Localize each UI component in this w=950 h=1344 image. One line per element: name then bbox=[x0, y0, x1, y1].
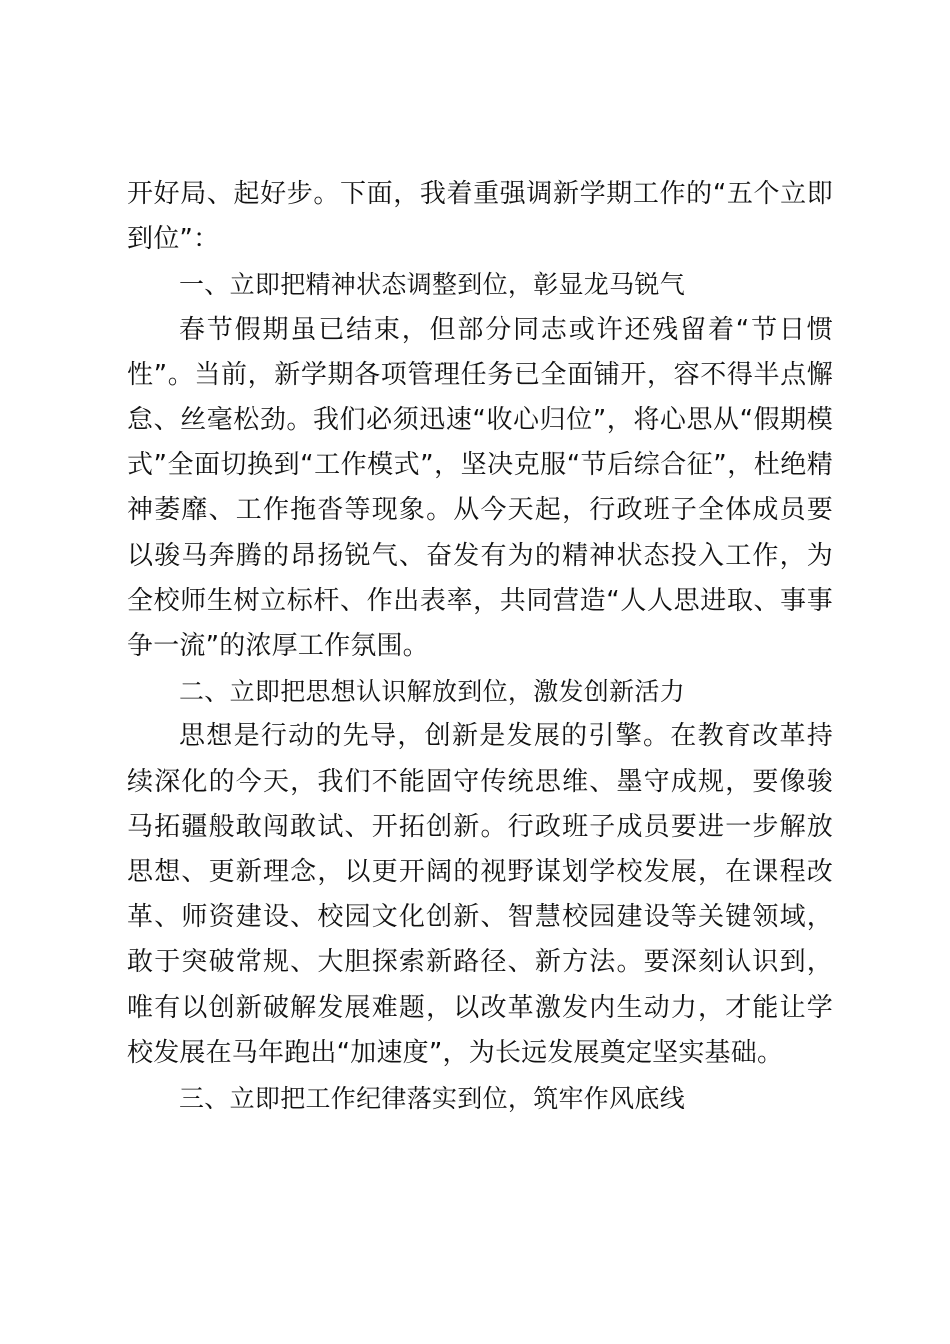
paragraph-intro: 开好局、起好步。下面，我着重强调新学期工作的“五个立即到位”： bbox=[127, 179, 833, 255]
document-body bbox=[127, 172, 833, 1121]
section-heading-1: 一、立即把精神状态调整到位，彰显龙马锐气 bbox=[179, 270, 686, 300]
section-heading-3: 三、立即把工作纪律落实到位，筑牢作风底线 bbox=[179, 1084, 686, 1114]
paragraph-section-1: 春节假期虽已结束，但部分同志或许还残留着“节日惯性”。当前，新学期各项管理任务已全面铺开，容不得半点懈怠、丝毫松劲。我们必须迅速“收心归位”，将心思从“假期模式”全面切换到“工作模式”，坚决克服“节后综合征”，杜绝精神萎靡、工作拖沓等现象。从今天起，行政班子全体成员要以骏马奔腾的昂扬锐气、奋发有为的精神状态投入工作，为全校师生树立标杆、作出表率，共同营造“人人思进取、事事争一流”的浓厚工作氛围。 bbox=[127, 314, 833, 662]
paragraph-section-2: 思想是行动的先导，创新是发展的引擎。在教育改革持续深化的今天，我们不能固守传统思维、墨守成规，要像骏马拓疆般敢闯敢试、开拓创新。行政班子成员要进一步解放思想、更新理念，以更开阔的视野谋划学校发展，在课程改革、师资建设、校园文化创新、智慧校园建设等关键领域，敢于突破常规、大胆探索新路径、新方法。要深刻认识到，唯有以创新破解发展难题，以改革激发内生动力，才能让学校发展在马年跑出“加速度”，为长远发展奠定坚实基础。 bbox=[127, 721, 833, 1068]
section-heading-2: 二、立即把思想认识解放到位，激发创新活力 bbox=[179, 677, 686, 707]
